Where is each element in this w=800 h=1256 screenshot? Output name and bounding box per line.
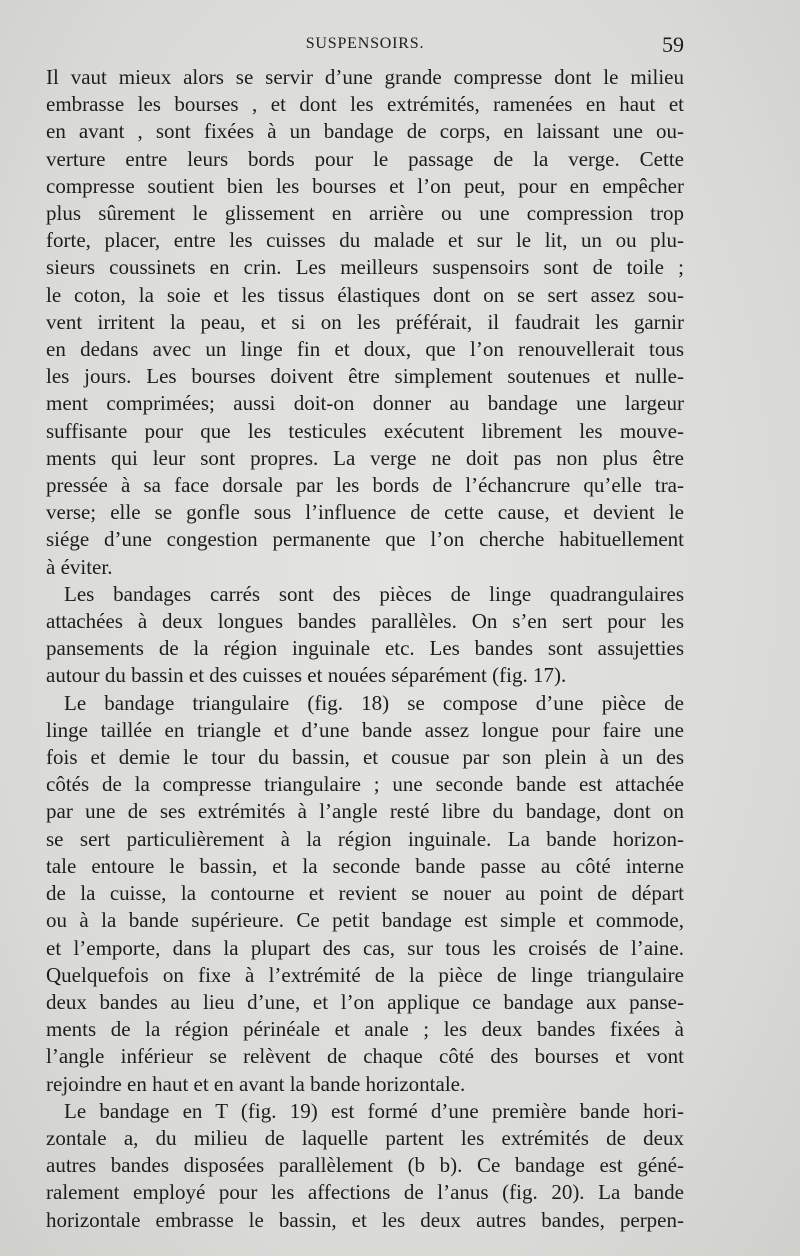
text-line: Le bandage en T (fig. 19) est formé d’une première bande hori- bbox=[64, 1098, 684, 1123]
text-line: Quelquefois on fixe à l’extrémité de la pièce de linge triangulaire bbox=[46, 962, 684, 987]
text-line: suffisante pour que les testicules exécutent librement les mouve- bbox=[46, 418, 684, 443]
text-line: siége d’une congestion permanente que l’on cherche habituellement bbox=[46, 527, 684, 552]
text-line: vent irritent la peau, et si on les préférait, il faudrait les garnir bbox=[46, 309, 684, 334]
page-header bbox=[46, 32, 684, 61]
text-line: en avant , sont fixées à un bandage de corps, en laissant une ou- bbox=[46, 119, 684, 144]
running-title: SUSPENSOIRS. bbox=[305, 35, 425, 52]
text-line: Il vaut mieux alors se servir d’une grande compresse dont le milieu bbox=[46, 65, 684, 89]
text-line: pansements de la région inguinale etc. Les bandes sont assujetties bbox=[46, 636, 684, 661]
text-line: plus sûrement le glissement en arrière ou une compression trop bbox=[46, 201, 684, 226]
text-line: et l’emporte, dans la plupart des cas, sur tous les croisés de l’aine. bbox=[46, 935, 684, 960]
text-line: les jours. Les bourses doivent être simplement soutenues et nulle- bbox=[46, 364, 684, 389]
text-line: tale entoure le bassin, et la seconde bande passe au côté interne bbox=[46, 853, 684, 878]
text-line: fois et demie le tour du bassin, et cousue par son plein à un des bbox=[46, 745, 684, 770]
text-line: verse; elle se gonfle sous l’influence de cette cause, et devient le bbox=[46, 500, 684, 525]
text-line: attachées à deux longues bandes parallèles. On s’en sert pour les bbox=[46, 609, 684, 634]
text-line: linge taillée en triangle et d’une bande assez longue pour faire une bbox=[46, 717, 684, 742]
text-line: autour du bassin et des cuisses et nouées séparément (fig. 17). bbox=[46, 663, 567, 688]
text-line: compresse soutient bien les bourses et l’on peut, pour en empêcher bbox=[46, 173, 684, 198]
text-line: deux bandes au lieu d’une, et l’on applique ce bandage aux panse- bbox=[46, 989, 684, 1014]
text-line: de la cuisse, la contourne et revient se nouer au point de départ bbox=[46, 881, 684, 906]
text-line: horizontale embrasse le bassin, et les deux autres bandes, perpen- bbox=[46, 1207, 684, 1232]
text-line: par une de ses extrémités à l’angle resté libre du bandage, dont on bbox=[46, 799, 684, 824]
text-line: embrasse les bourses , et dont les extrémités, ramenées en haut et bbox=[46, 92, 684, 117]
text-line: rejoindre en haut et en avant la bande horizontale. bbox=[46, 1071, 466, 1096]
body-text bbox=[46, 64, 684, 1234]
text-line: le coton, la soie et les tissus élastiques dont on se sert assez sou- bbox=[46, 282, 684, 307]
text-line: autres bandes disposées parallèlement (b b). Ce bandage est géné- bbox=[46, 1153, 684, 1178]
text-line: ments de la région périnéale et anale ; les deux bandes fixées à bbox=[46, 1017, 684, 1042]
text-line: Le bandage triangulaire (fig. 18) se compose d’une pièce de bbox=[64, 690, 684, 715]
paragraph-suspensoirs bbox=[46, 64, 684, 581]
paragraph-bandage-en-t bbox=[46, 1098, 684, 1234]
text-line: se sert particulièrement à la région inguinale. La bande horizon- bbox=[46, 826, 684, 851]
text-line: forte, placer, entre les cuisses du malade et sur le lit, un ou plu- bbox=[46, 228, 684, 253]
text-line: verture entre leurs bords pour le passage de la verge. Cette bbox=[46, 146, 684, 171]
paragraph-bandage-triangulaire bbox=[46, 690, 684, 1098]
text-line: ment comprimées; aussi doit-on donner au bandage une largeur bbox=[46, 391, 684, 416]
text-line: côtés de la compresse triangulaire ; une seconde bande est attachée bbox=[46, 772, 684, 797]
text-line: en dedans avec un linge fin et doux, que l’on renouvellerait tous bbox=[46, 337, 684, 362]
text-line: pressée à sa face dorsale par les bords de l’échancrure qu’elle tra- bbox=[46, 473, 684, 498]
text-line: ments qui leur sont propres. La verge ne doit pas non plus être bbox=[46, 445, 684, 470]
text-line: Les bandages carrés sont des pièces de linge quadrangulaires bbox=[64, 581, 684, 606]
paragraph-bandages-carres bbox=[46, 581, 684, 690]
text-line: zontale a, du milieu de laquelle partent les extrémités de deux bbox=[46, 1125, 684, 1150]
text-line: ou à la bande supérieure. Ce petit bandage est simple et commode, bbox=[46, 908, 684, 933]
text-line: l’angle inférieur se relèvent de chaque côté des bourses et vont bbox=[46, 1044, 684, 1069]
page-number: 59 bbox=[662, 32, 684, 57]
text-line: ralement employé pour les affections de l’anus (fig. 20). La bande bbox=[46, 1180, 684, 1205]
text-line: à éviter. bbox=[46, 554, 113, 579]
text-line: sieurs coussinets en crin. Les meilleurs suspensoirs sont de toile ; bbox=[46, 255, 684, 280]
